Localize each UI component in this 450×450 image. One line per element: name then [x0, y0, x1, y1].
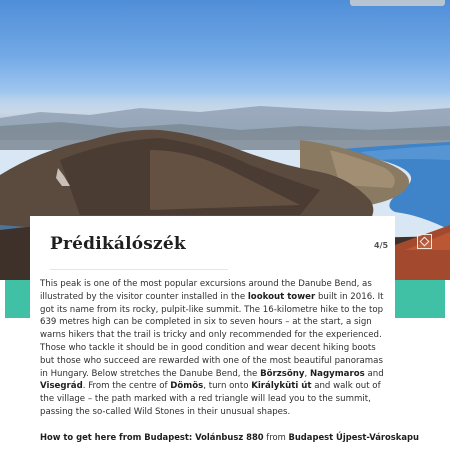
card-title: Prédikálószék — [50, 234, 186, 254]
how-to-bold-segment: How to get here from Budapest: Volánbusz 880 — [40, 432, 264, 442]
title-underline — [50, 269, 228, 270]
description-bold-segment: Visegrád — [40, 381, 83, 392]
description-bold-segment: Nagymaros — [309, 368, 365, 379]
description-text-segment: This peak is one of the most popular excursions around the Danube Bend, as illustrated by the visitor counter installed in the — [40, 279, 372, 302]
description-text-segment: . From the centre of — [82, 381, 171, 392]
description-bold-segment: Börzsöny — [260, 368, 305, 379]
description-text-segment: , turn onto — [203, 381, 252, 392]
description-text — [40, 278, 390, 419]
how-to-bold-segment: Budapest Újpest-Városkapu — [288, 432, 419, 442]
description-bold-segment: Dömös — [170, 381, 204, 392]
description-bold-segment: Királyküti út — [251, 381, 312, 392]
description-text-segment: and walk out of the village – the path marked with a red triangle will lead you to the summit, passing the so-called Wild Stones in their unusual shapes. — [40, 381, 381, 417]
page-counter: 4/5 — [374, 241, 389, 250]
description-text-segment: and — [364, 368, 384, 379]
description-bold-segment: lookout tower — [247, 291, 316, 302]
info-card — [30, 216, 395, 450]
how-to-text-segment: from — [263, 432, 289, 442]
top-scroll-pill — [350, 0, 445, 6]
description-text-segment: built in 2016. It got its name from its rocky, pulpit-like summit. The 16-kilometre hike to the top 639 metres high can be completed in six to seven hours – at the start, a sign warns hikers that the trail is tricky and only recommended for the experienced. Those who tackle it should be in good condition and wear decent hiking boots but those who succeed are rewarded with one of the most beautiful panoramas in Hungary. Below stretches the Danube Bend, the — [40, 291, 384, 379]
description-text-segment: , — [304, 368, 310, 379]
how-to-get-here-text — [40, 432, 419, 442]
bookmark-button[interactable] — [417, 234, 432, 249]
diamond-icon — [420, 237, 430, 247]
